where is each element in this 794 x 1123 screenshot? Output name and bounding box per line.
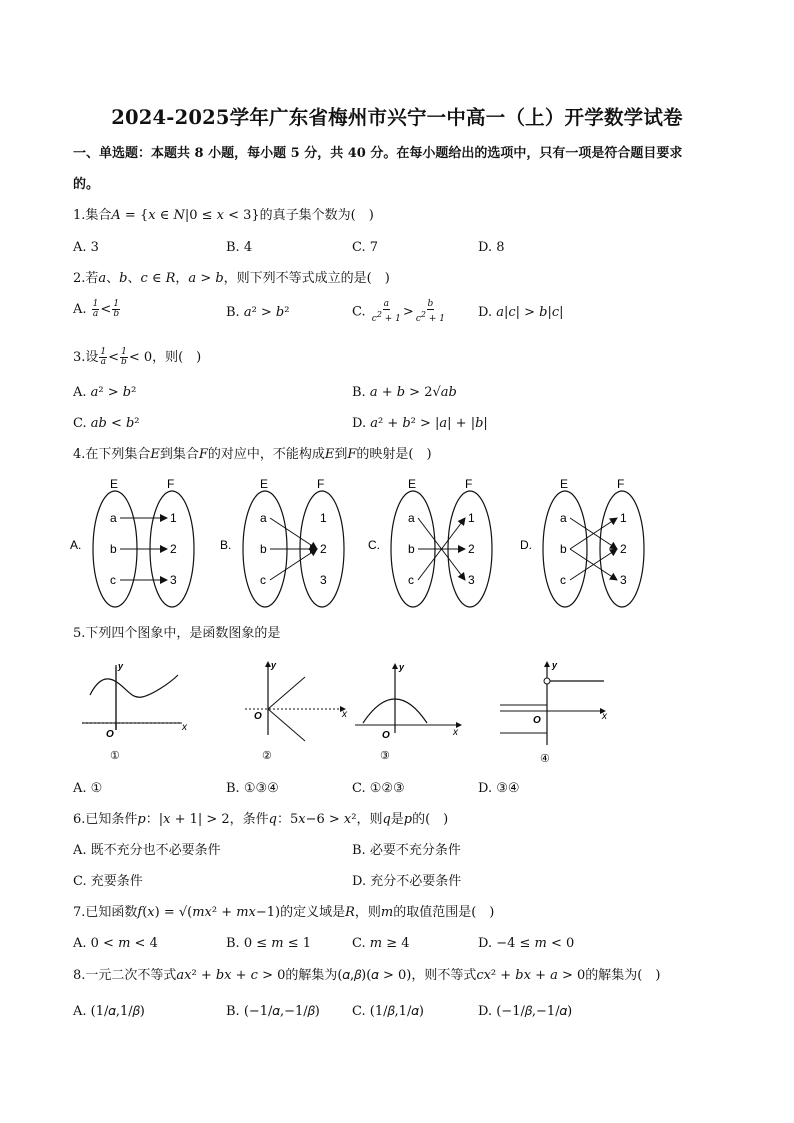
set-f-element: 1	[320, 511, 327, 525]
set-f-element: 3	[320, 573, 327, 587]
graph-label-3: ③	[380, 750, 390, 762]
q3-option-b: B. 𝑎 + 𝑏 > 2√𝑎𝑏	[352, 385, 457, 400]
g2-origin: O	[254, 711, 262, 722]
mapping-arrow	[270, 518, 317, 549]
graph-1	[82, 667, 182, 730]
mapping-diagram-1	[70, 477, 194, 607]
g4-origin: O	[533, 715, 541, 726]
q5-option-a: A. ①	[73, 781, 103, 796]
q1-option-d: D. 8	[478, 240, 505, 255]
set-e-label: E	[110, 477, 119, 491]
q2-stem: 2.若𝑎、𝑏、𝑐 ∈ 𝑅，𝑎 > 𝑏，则下列不等式成立的是( )	[73, 271, 390, 286]
q3-stem: 3.设 $\frac{1}{a}$ < $\frac{1}{b}$ < 0，则( )	[73, 347, 202, 367]
q7-option-c: C. 𝑚 ≥ 4	[352, 936, 410, 951]
q6-option-c: C. 充要条件	[73, 874, 143, 889]
g4-y-label: y	[552, 660, 558, 670]
g2-x-label: x	[342, 709, 347, 720]
set-e-label: E	[560, 477, 569, 491]
graph-label-1: ①	[110, 750, 120, 762]
q8-option-c: C. (1/𝛽,1/𝛼)	[352, 1004, 424, 1019]
q5-function-graphs	[70, 655, 630, 770]
graph-label-2: ②	[262, 750, 272, 762]
g1-x-label: x	[182, 722, 187, 733]
mapping-diagram-2	[220, 477, 344, 607]
mapping-option-label: A.	[70, 538, 82, 552]
q2-option-a: A. $\frac{1}{a}$ < $\frac{1}{b}$	[73, 299, 120, 319]
q4-stem: 4.在下列集合𝐸到集合𝐹的对应中，不能构成𝐸到𝐹的映射是( )	[73, 447, 432, 462]
mapping-option-label: D.	[520, 538, 532, 552]
set-f-element: 2	[320, 542, 327, 556]
set-e-element: c	[110, 573, 116, 587]
section-heading-line1: 一、单选题：本题共 8 小题，每小题 5 分，共 40 分。在每小题给出的选项中，只有一项是符合题目要求	[73, 146, 683, 161]
g3-y-label: y	[399, 662, 405, 672]
q2-option-c: C. $\frac{a}{c^2 + 1}$ > $\frac{b}{c^2 + 1}$	[352, 299, 445, 324]
set-e-label: E	[260, 477, 269, 491]
set-f-element: 1	[170, 511, 177, 525]
q5-option-d: D. ③④	[478, 781, 520, 796]
q3-option-d: D. 𝑎² + 𝑏² > |𝑎| + |𝑏|	[352, 416, 488, 431]
set-e-element: a	[408, 511, 415, 525]
set-f-element: 2	[170, 542, 177, 556]
q6-option-a: A. 既不充分也不必要条件	[73, 843, 221, 858]
q8-option-b: B. (−1/𝛼,−1/𝛽)	[226, 1004, 320, 1019]
set-f-label: F	[617, 477, 625, 491]
q1-option-a: A. 3	[73, 240, 99, 255]
q2-option-b: B. 𝑎² > 𝑏²	[226, 305, 290, 320]
set-f-element: 3	[468, 573, 475, 587]
g1-origin: O	[106, 729, 114, 740]
q6-option-b: B. 必要不充分条件	[352, 843, 461, 858]
q8-stem: 8.一元二次不等式𝑎𝑥² + 𝑏𝑥 + 𝑐 > 0的解集为(𝛼,𝛽)(𝛼 > 0)，则不等式𝑐𝑥² + 𝑏𝑥 + 𝑎 > 0的解集为( )	[73, 968, 661, 983]
set-f-element: 3	[170, 573, 177, 587]
set-e-element: a	[560, 511, 567, 525]
set-f-label: F	[167, 477, 175, 491]
q3-option-c: C. 𝑎𝑏 < 𝑏²	[73, 416, 140, 431]
q7-stem: 7.已知函数𝑓(𝑥) = √(𝑚𝑥² + 𝑚𝑥−1)的定义域是𝑅，则𝑚的取值范围是( )	[73, 905, 495, 920]
set-f-element: 3	[620, 573, 627, 587]
q8-option-a: A. (1/𝛼,1/𝛽)	[73, 1004, 145, 1019]
set-e-element: b	[260, 542, 267, 556]
q7-option-a: A. 0 < 𝑚 < 4	[73, 936, 158, 951]
set-e-element: a	[260, 511, 267, 525]
q5-option-b: B. ①③④	[226, 781, 279, 796]
q4-mapping-diagrams	[70, 474, 670, 614]
set-e-element: b	[110, 542, 117, 556]
g3-x-label: x	[453, 727, 458, 738]
set-e-element: c	[560, 573, 566, 587]
q1-stem: 1.集合𝐴 = {𝑥 ∈ 𝑁|0 ≤ 𝑥 < 3}的真子集个数为( )	[73, 208, 374, 223]
mapping-diagram-3	[368, 477, 492, 607]
mapping-option-label: C.	[368, 538, 380, 552]
page-title: 2024-2025学年广东省梅州市兴宁一中高一（上）开学数学试卷	[111, 106, 683, 129]
set-f-element: 1	[468, 511, 475, 525]
set-f-element: 2	[468, 542, 475, 556]
q5-stem: 5.下列四个图象中，是函数图象的是	[73, 626, 281, 641]
g3-origin: O	[382, 730, 390, 741]
g1-y-label: y	[118, 661, 124, 671]
set-f-element: 1	[620, 511, 627, 525]
set-e-element: b	[560, 542, 567, 556]
set-f-label: F	[465, 477, 473, 491]
g2-y-label: y	[271, 660, 277, 670]
set-e-element: b	[408, 542, 415, 556]
set-e-element: c	[408, 573, 414, 587]
q6-stem: 6.已知条件𝑝：|𝑥 + 1| > 2，条件𝑞：5𝑥−6 > 𝑥²，则𝑞是𝑝的( )	[73, 812, 449, 827]
q3-option-a: A. 𝑎² > 𝑏²	[73, 385, 137, 400]
set-e-element: c	[260, 573, 266, 587]
q2-option-d: D. 𝑎|𝑐| > 𝑏|𝑐|	[478, 305, 564, 320]
set-e-element: a	[110, 511, 117, 525]
set-f-element: 2	[620, 542, 627, 556]
q8-option-d: D. (−1/𝛽,−1/𝛼)	[478, 1004, 573, 1019]
mapping-diagram-4	[520, 477, 644, 607]
set-f-label: F	[317, 477, 325, 491]
g4-x-label: x	[602, 711, 607, 722]
q7-option-b: B. 0 ≤ 𝑚 ≤ 1	[226, 936, 312, 951]
mapping-arrow	[270, 549, 317, 580]
q1-option-b: B. 4	[226, 240, 253, 255]
mapping-option-label: B.	[220, 538, 232, 552]
section-heading-line2: 的。	[73, 177, 100, 192]
q1-option-c: C. 7	[352, 240, 379, 255]
set-e-label: E	[408, 477, 417, 491]
q7-option-d: D. −4 ≤ 𝑚 < 0	[478, 936, 575, 951]
graph-label-4: ④	[540, 753, 550, 765]
q6-option-d: D. 充分不必要条件	[352, 874, 462, 889]
q5-option-c: C. ①②③	[352, 781, 405, 796]
